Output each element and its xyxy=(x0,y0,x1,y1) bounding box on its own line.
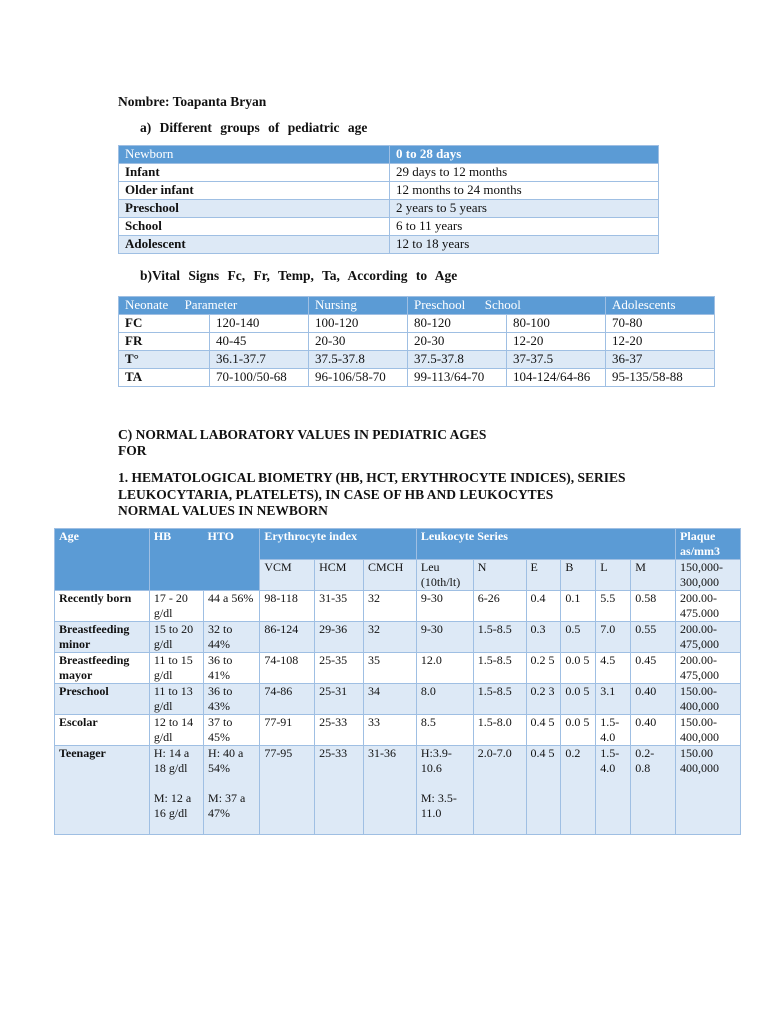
row-vcm: 74-86 xyxy=(260,684,315,715)
header-hb: HB xyxy=(149,529,203,591)
table-cell: 80-100 xyxy=(507,315,606,333)
section-1-title-line2: LEUKOCYTARIA, PLATELETS), IN CASE OF HB AND LEUKOCYTES xyxy=(118,487,554,502)
table-cell: Older infant xyxy=(119,182,390,200)
row-plaque: 200.00-475,000 xyxy=(676,653,741,684)
header-leukocyte-series: Leukocyte Series xyxy=(416,529,675,560)
header-erythrocyte-index: Erythrocyte index xyxy=(260,529,417,560)
row-leu xyxy=(416,746,473,835)
row-vcm: 77-95 xyxy=(260,746,315,835)
table-cell: 12 months to 24 months xyxy=(390,182,659,200)
table-cell: 6 to 11 years xyxy=(390,218,659,236)
row-hb: 12 to 14 g/dl xyxy=(149,715,203,746)
header-school: School xyxy=(484,297,521,312)
row-e: 0.3 xyxy=(526,622,561,653)
table-cell: 12-20 xyxy=(507,333,606,351)
section-c-subtitle: FOR xyxy=(118,443,147,458)
table-cell: Adolescent xyxy=(119,236,390,254)
header-neonate: Neonate xyxy=(125,297,169,312)
section-1-title-line1: 1. HEMATOLOGICAL BIOMETRY (HB, HCT, ERYTHROCYTE INDICES), SERIES xyxy=(118,470,626,485)
row-cmch: 31-36 xyxy=(363,746,416,835)
row-plaque: 150.00-400,000 xyxy=(676,715,741,746)
row-hto xyxy=(204,746,260,835)
header-plaque: Plaque as/mm3 xyxy=(676,529,741,560)
subheader-cmch: CMCH xyxy=(363,560,416,591)
table-row xyxy=(119,369,715,387)
table-row xyxy=(119,333,715,351)
row-hto: 37 to 45% xyxy=(204,715,260,746)
row-cmch: 32 xyxy=(363,591,416,622)
row-e: 0.4 5 xyxy=(526,715,561,746)
row-hcm: 29-36 xyxy=(315,622,364,653)
row-e: 0.4 5 xyxy=(526,746,561,835)
row-leu: 8.0 xyxy=(416,684,473,715)
subheader-b: B xyxy=(561,560,596,591)
table-header-row xyxy=(55,529,741,560)
table-cell: Preschool xyxy=(119,200,390,218)
row-cmch: 34 xyxy=(363,684,416,715)
row-hcm: 25-35 xyxy=(315,653,364,684)
table-header-cell xyxy=(119,297,309,315)
header-preschool: Preschool xyxy=(414,297,466,312)
table-header-cell: Adolescents xyxy=(606,297,715,315)
row-n: 6-26 xyxy=(473,591,526,622)
row-hcm: 25-33 xyxy=(315,746,364,835)
row-b: 0.0 5 xyxy=(561,684,596,715)
row-hto: 36 to 43% xyxy=(204,684,260,715)
row-vcm: 74-108 xyxy=(260,653,315,684)
table-cell: 37-37.5 xyxy=(507,351,606,369)
hb-male: H: 14 a 18 g/dl xyxy=(153,746,190,775)
row-hcm: 25-31 xyxy=(315,684,364,715)
subheader-m: M xyxy=(631,560,676,591)
row-b: 0.5 xyxy=(561,622,596,653)
section-1-title-line3: NORMAL VALUES IN NEWBORN xyxy=(118,503,328,518)
table-row xyxy=(55,622,741,653)
table-cell: 80-120 xyxy=(408,315,507,333)
table-cell: 100-120 xyxy=(309,315,408,333)
table-cell: 95-135/58-88 xyxy=(606,369,715,387)
row-age: Preschool xyxy=(55,684,150,715)
row-vcm: 77-91 xyxy=(260,715,315,746)
table-row xyxy=(55,746,741,835)
lab-values-table xyxy=(54,528,741,835)
row-m: 0.45 xyxy=(631,653,676,684)
row-b: 0.0 5 xyxy=(561,653,596,684)
row-l: 3.1 xyxy=(596,684,631,715)
subheader-l: L xyxy=(596,560,631,591)
table-cell: 99-113/64-70 xyxy=(408,369,507,387)
table-row xyxy=(119,351,715,369)
row-hb: 11 to 13 g/dl xyxy=(149,684,203,715)
row-age: Breastfeeding minor xyxy=(55,622,150,653)
table-header-cell xyxy=(408,297,606,315)
row-n: 2.0-7.0 xyxy=(473,746,526,835)
table-row xyxy=(119,164,659,182)
subheader-hcm: HCM xyxy=(315,560,364,591)
row-hto: 36 to 41% xyxy=(204,653,260,684)
row-m: 0.40 xyxy=(631,684,676,715)
row-leu: 12.0 xyxy=(416,653,473,684)
table-cell: Infant xyxy=(119,164,390,182)
row-hb: 15 to 20 g/dl xyxy=(149,622,203,653)
table-row xyxy=(55,653,741,684)
row-m: 0.58 xyxy=(631,591,676,622)
row-n: 1.5-8.5 xyxy=(473,653,526,684)
table-header-row xyxy=(119,146,659,164)
row-l: 1.5- 4.0 xyxy=(596,746,631,835)
row-plaque: 200.00-475.000 xyxy=(676,591,741,622)
row-hb: 11 to 15 g/dl xyxy=(149,653,203,684)
hto-female: M: 37 a 47% xyxy=(208,791,246,820)
header-age: Age xyxy=(55,529,150,591)
row-l: 1.5- 4.0 xyxy=(596,715,631,746)
subheader-leu: Leu (10th/lt) xyxy=(416,560,473,591)
row-cmch: 32 xyxy=(363,622,416,653)
row-e: 0.2 5 xyxy=(526,653,561,684)
row-hb: 17 - 20 g/dl xyxy=(149,591,203,622)
table-cell: TA xyxy=(119,369,210,387)
row-e: 0.2 3 xyxy=(526,684,561,715)
table-cell: 104-124/64-86 xyxy=(507,369,606,387)
row-m: 0.2- 0.8 xyxy=(631,746,676,835)
table-row xyxy=(119,218,659,236)
table-row xyxy=(55,591,741,622)
table-cell: School xyxy=(119,218,390,236)
row-l: 4.5 xyxy=(596,653,631,684)
row-leu: 9-30 xyxy=(416,622,473,653)
row-m: 0.55 xyxy=(631,622,676,653)
row-plaque: 150.00 400,000 xyxy=(676,746,741,835)
table-cell: 37.5-37.8 xyxy=(309,351,408,369)
row-cmch: 33 xyxy=(363,715,416,746)
leu-male: H:3.9-10.6 xyxy=(420,746,452,775)
row-cmch: 35 xyxy=(363,653,416,684)
row-hb xyxy=(149,746,203,835)
row-hto: 32 to 44% xyxy=(204,622,260,653)
row-leu: 9-30 xyxy=(416,591,473,622)
table-cell: 37.5-37.8 xyxy=(408,351,507,369)
table-cell: 20-30 xyxy=(309,333,408,351)
table-cell: 2 years to 5 years xyxy=(390,200,659,218)
row-hcm: 25-33 xyxy=(315,715,364,746)
table-cell: FC xyxy=(119,315,210,333)
row-n: 1.5-8.5 xyxy=(473,622,526,653)
leu-female: M: 3.5-11.0 xyxy=(420,791,457,820)
table-cell: 12-20 xyxy=(606,333,715,351)
row-age: Escolar xyxy=(55,715,150,746)
section-c-title: C) NORMAL LABORATORY VALUES IN PEDIATRIC AGES xyxy=(118,427,487,442)
table-cell: Newborn xyxy=(119,146,390,164)
subheader-n: N xyxy=(473,560,526,591)
row-hcm: 31-35 xyxy=(315,591,364,622)
row-age: Breastfeeding mayor xyxy=(55,653,150,684)
table-cell: 70-80 xyxy=(606,315,715,333)
table-cell: FR xyxy=(119,333,210,351)
subheader-vcm: VCM xyxy=(260,560,315,591)
row-l: 7.0 xyxy=(596,622,631,653)
row-b: 0.1 xyxy=(561,591,596,622)
row-age: Teenager xyxy=(55,746,150,835)
subheader-plaque-range: 150,000-300,000 xyxy=(676,560,741,591)
table-cell: T° xyxy=(119,351,210,369)
row-hto: 44 a 56% xyxy=(204,591,260,622)
vital-signs-table xyxy=(118,296,715,387)
table-cell: 20-30 xyxy=(408,333,507,351)
table-row xyxy=(119,236,659,254)
table-row xyxy=(55,715,741,746)
row-leu: 8.5 xyxy=(416,715,473,746)
row-plaque: 200.00-475,000 xyxy=(676,622,741,653)
section-b-title: b)Vital Signs Fc, Fr, Temp, Ta, According to Age xyxy=(140,268,458,283)
header-parameter: Parameter xyxy=(184,297,238,312)
table-row xyxy=(119,182,659,200)
row-plaque: 150.00-400,000 xyxy=(676,684,741,715)
table-cell: 96-106/58-70 xyxy=(309,369,408,387)
table-cell: 36-37 xyxy=(606,351,715,369)
row-vcm: 98-118 xyxy=(260,591,315,622)
row-b: 0.0 5 xyxy=(561,715,596,746)
row-b: 0.2 xyxy=(561,746,596,835)
table-row xyxy=(55,684,741,715)
table-cell: 70-100/50-68 xyxy=(210,369,309,387)
section-a-title: a) Different groups of pediatric age xyxy=(140,120,368,135)
table-cell: 12 to 18 years xyxy=(390,236,659,254)
table-cell: 120-140 xyxy=(210,315,309,333)
table-cell: 36.1-37.7 xyxy=(210,351,309,369)
header-hto: HTO xyxy=(204,529,260,591)
table-header-cell: Nursing xyxy=(309,297,408,315)
table-cell: 0 to 28 days xyxy=(390,146,659,164)
table-row xyxy=(119,200,659,218)
row-age: Recently born xyxy=(55,591,150,622)
hto-male: H: 40 a 54% xyxy=(208,746,244,775)
row-m: 0.40 xyxy=(631,715,676,746)
subheader-e: E xyxy=(526,560,561,591)
row-vcm: 86-124 xyxy=(260,622,315,653)
table-header-row xyxy=(119,297,715,315)
row-e: 0.4 xyxy=(526,591,561,622)
hb-female: M: 12 a 16 g/dl xyxy=(153,791,192,820)
table-row xyxy=(119,315,715,333)
pediatric-age-groups-table xyxy=(118,145,659,254)
table-cell: 29 days to 12 months xyxy=(390,164,659,182)
student-name: Nombre: Toapanta Bryan xyxy=(118,94,267,109)
row-l: 5.5 xyxy=(596,591,631,622)
table-cell: 40-45 xyxy=(210,333,309,351)
row-n: 1.5-8.0 xyxy=(473,715,526,746)
row-n: 1.5-8.5 xyxy=(473,684,526,715)
